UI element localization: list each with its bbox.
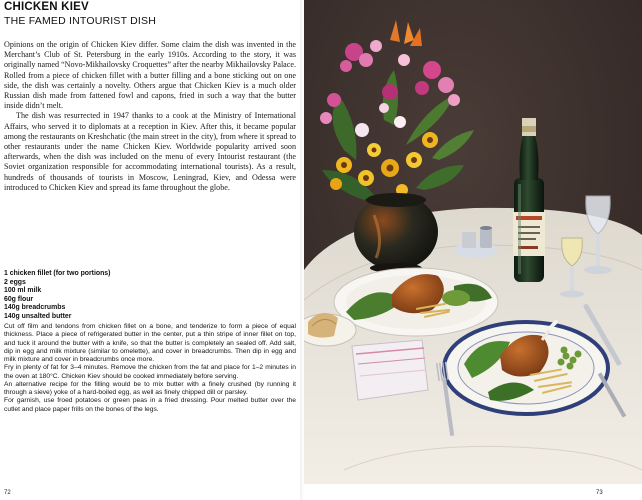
ingredient-item: 140g breadcrumbs xyxy=(4,304,66,312)
method-text xyxy=(4,323,296,414)
recipe-subtitle: THE FAMED INTOURIST DISH xyxy=(4,15,157,27)
method-step: For garnish, use froed potatoes or green peas in a fried dressing. Pour melted butter over the cutlet and place paper frills on the bones of the legs. xyxy=(4,397,296,413)
page-number-left: 72 xyxy=(4,490,11,496)
left-page xyxy=(0,0,302,500)
method-step: Cut off film and tendons from chicken fillet on a bone, and tenderize to form a piece of equal thickness. Place a piece of refrigerated butter in the center, put a thin stripe of inner fillet on top, and tuck it around the butter with a knife, so that the butter is completely an sealed off. Add salt, dip in egg and milk mixture (similar to omelette), and cover in breadcrumbs. Then dip in egg and milk mixture and cover in breadcrumbs once more. xyxy=(4,323,296,363)
intro-paragraph-2: The dish was resurrected in 1947 thanks to a cook at the Ministry of International Affairs, who served it to diplomats at a reception in Kiev. After this, it became popular among the restaurants on Kreshchatic (the main street in the city), from where it spread to other restaurants under the name Chicken Kiev. Worldwide popularity arrived soon afterwards, when the dish was included on the menu of every Intourist restaurant (the Soviet organization responsible for accommodating international tourists). As a result, hundreds of thousands of tourists in Moscow, Leningrad, Kiev, and Odessa were introduced to Chicken Kiev and spread its fame throughout the globe. xyxy=(4,111,296,192)
napkin xyxy=(352,340,428,400)
ingredient-item: 60g flour xyxy=(4,295,34,303)
method-step: An alternative recipe for the filling would be to mix butter with a finely crushed (by running it through a sieve) yoke of a hard-boiled egg, as well as finely chipped dill or parsley. xyxy=(4,380,296,396)
ingredient-item: 100 ml milk xyxy=(4,287,42,295)
ingredient-item: 2 eggs xyxy=(4,278,26,286)
intro-paragraph-1: Opinions on the origin of Chicken Kiev differ. Some claim the dish was invented in the Merchant’s Club of St. Petersburg in the early 1910s. According to the story, it was originally named “Novo-Mikhailovsky Croquettes” after the nearby Mikhailovsky Palace. Rolled from a piece of chicken fillet with a butter filling and a bone sticking out on one side, the dish was certainly a novelty. Others argue that Chicken Kiev is a much older Russian dish made from fattened fowl and capons, fried in such a way that the butter inside didn’t melt. xyxy=(4,40,296,111)
intro-text xyxy=(4,40,296,193)
main-plate xyxy=(444,322,608,414)
method-step: Fry in plenty of fat for 3–4 minutes. Remove the chicken from the fat and place for 1–2 minutes in the oven at 180°C. Chicken Kiev should be cooked immediately before serving. xyxy=(4,364,296,380)
ingredient-item: 1 chicken fillet (for two portions) xyxy=(4,270,111,277)
ingredient-item: 140g unsalted butter xyxy=(4,312,72,320)
serving-platter xyxy=(334,268,498,336)
ingredient-list xyxy=(4,270,294,322)
page-number-right: 73 xyxy=(596,490,603,496)
food-photograph xyxy=(304,0,642,484)
recipe-title: CHICKEN KIEV xyxy=(4,1,89,13)
